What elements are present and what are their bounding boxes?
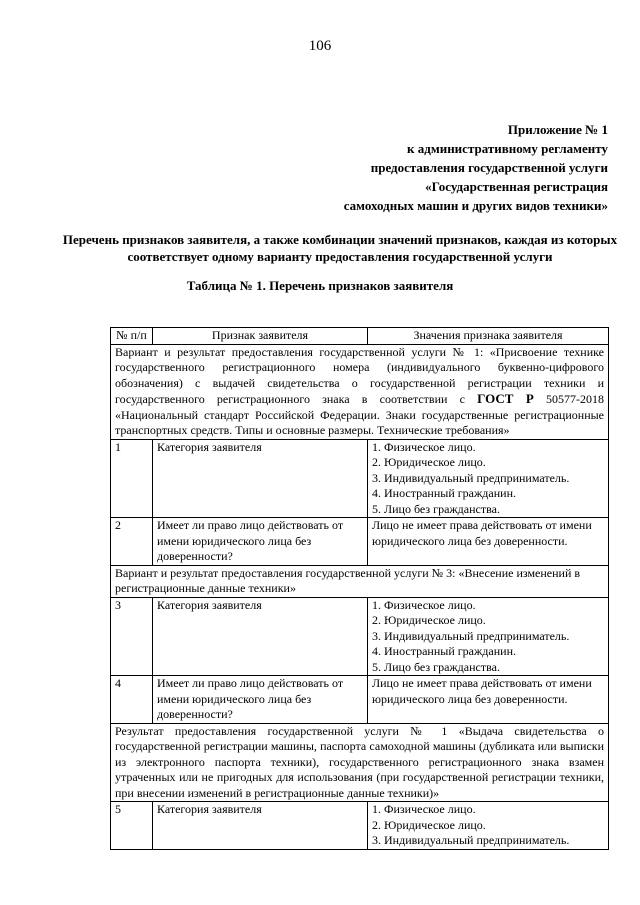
appendix-header [344, 120, 608, 215]
row-number: 2 [111, 518, 153, 566]
value-item: 2. Юридическое лицо. [372, 613, 486, 627]
gost-reference: ГОСТ Р [477, 391, 534, 406]
value-item: 5. Лицо без гражданства. [372, 659, 500, 674]
row-feature: Категория заявителя [153, 597, 368, 676]
variant-3-cell: Вариант и результат предоставления государственной услуги № 3: «Внесение изменений в регистрационные данные техники» [111, 565, 609, 597]
value-item: 1. Физическое лицо. [372, 597, 476, 612]
table-title: Таблица № 1. Перечень признаков заявителя [186, 278, 454, 293]
variant-1-row [111, 344, 609, 439]
result-1-cell: Результат предоставления государственной услуги № 1 «Выдача свидетельства о государственной регистрации машины, паспорта самоходной машины (дубликата или выписки из электронного паспорта техники), государственного регистрационного знака взамен утраченных или не пригодных для использования (при государственной регистрации техники, при внесении изменений в регистрационные данные техники)» [111, 723, 609, 802]
appendix-line: предоставления государственной услуги [370, 160, 608, 175]
header-feature: Признак заявителя [153, 328, 368, 345]
row-feature: Категория заявителя [153, 439, 368, 518]
result-1-row [111, 723, 609, 802]
appendix-line: к административному регламенту [407, 141, 608, 156]
row-values [368, 597, 609, 676]
table-row [111, 597, 609, 676]
row-feature: Категория заявителя [153, 802, 368, 850]
row-number: 5 [111, 802, 153, 850]
value-item: 2. Юридическое лицо. [372, 817, 486, 832]
value-item: 1. Физическое лицо. [372, 439, 476, 454]
table-row [111, 802, 609, 850]
value-item: 1. Физическое лицо. [372, 802, 476, 816]
row-feature: Имеет ли право лицо действовать от имени юридического лица без доверенности? [153, 676, 368, 724]
appendix-line: Приложение № 1 [507, 122, 608, 137]
table-header-row [111, 328, 609, 345]
value-item: 4. Иностранный гражданин. [372, 486, 516, 500]
row-values: Лицо не имеет права действовать от имени юридического лица без доверенности. [368, 518, 609, 566]
table-row [111, 439, 609, 518]
appendix-line: самоходных машин и других видов техники» [343, 198, 608, 213]
value-item: 4. Иностранный гражданин. [372, 644, 516, 658]
row-number: 1 [111, 439, 153, 518]
row-values: Лицо не имеет права действовать от имени юридического лица без доверенности. [368, 676, 609, 724]
row-feature: Имеет ли право лицо действовать от имени юридического лица без доверенности? [153, 518, 368, 566]
row-values [368, 802, 609, 850]
document-title: Перечень признаков заявителя, а также комбинации значений признаков, каждая из которых соответствует одному варианту предоставления государственной услуги [62, 232, 618, 264]
row-number: 3 [111, 597, 153, 676]
page-number: 106 [308, 38, 332, 54]
row-values [368, 439, 609, 518]
variant-1-text-end: 50577-2018 «Национальный стандарт Российской Федерации. Знаки государственные регистрационные транспортных средств. Типы и основные размеры. Технические требования» [115, 392, 605, 437]
variant-3-row [111, 565, 609, 597]
table-row [111, 676, 609, 724]
value-item: 2. Юридическое лицо. [372, 455, 486, 469]
table-row [111, 518, 609, 566]
value-item: 3. Индивидуальный предприниматель. [372, 628, 570, 643]
row-number: 4 [111, 676, 153, 724]
header-number: № п/п [111, 328, 153, 345]
variant-1-text: Вариант и результат предоставления государственной услуги № 1: «Присвоение технике государственного регистрационного номера (индивидуального буквенно-цифрового обозначения) с выдачей свидетельства о государственной регистрации техники и государственного регистрационного знака в соответствии с [115, 344, 604, 406]
appendix-line: «Государственная регистрация [425, 179, 608, 194]
value-item: 3. Индивидуальный предприниматель. [372, 470, 570, 485]
variant-1-cell [111, 344, 609, 439]
value-item: 5. Лицо без гражданства. [372, 501, 500, 516]
applicant-features-table [110, 327, 609, 850]
header-values: Значения признака заявителя [368, 328, 609, 345]
value-item: 3. Индивидуальный предприниматель. [372, 833, 570, 847]
